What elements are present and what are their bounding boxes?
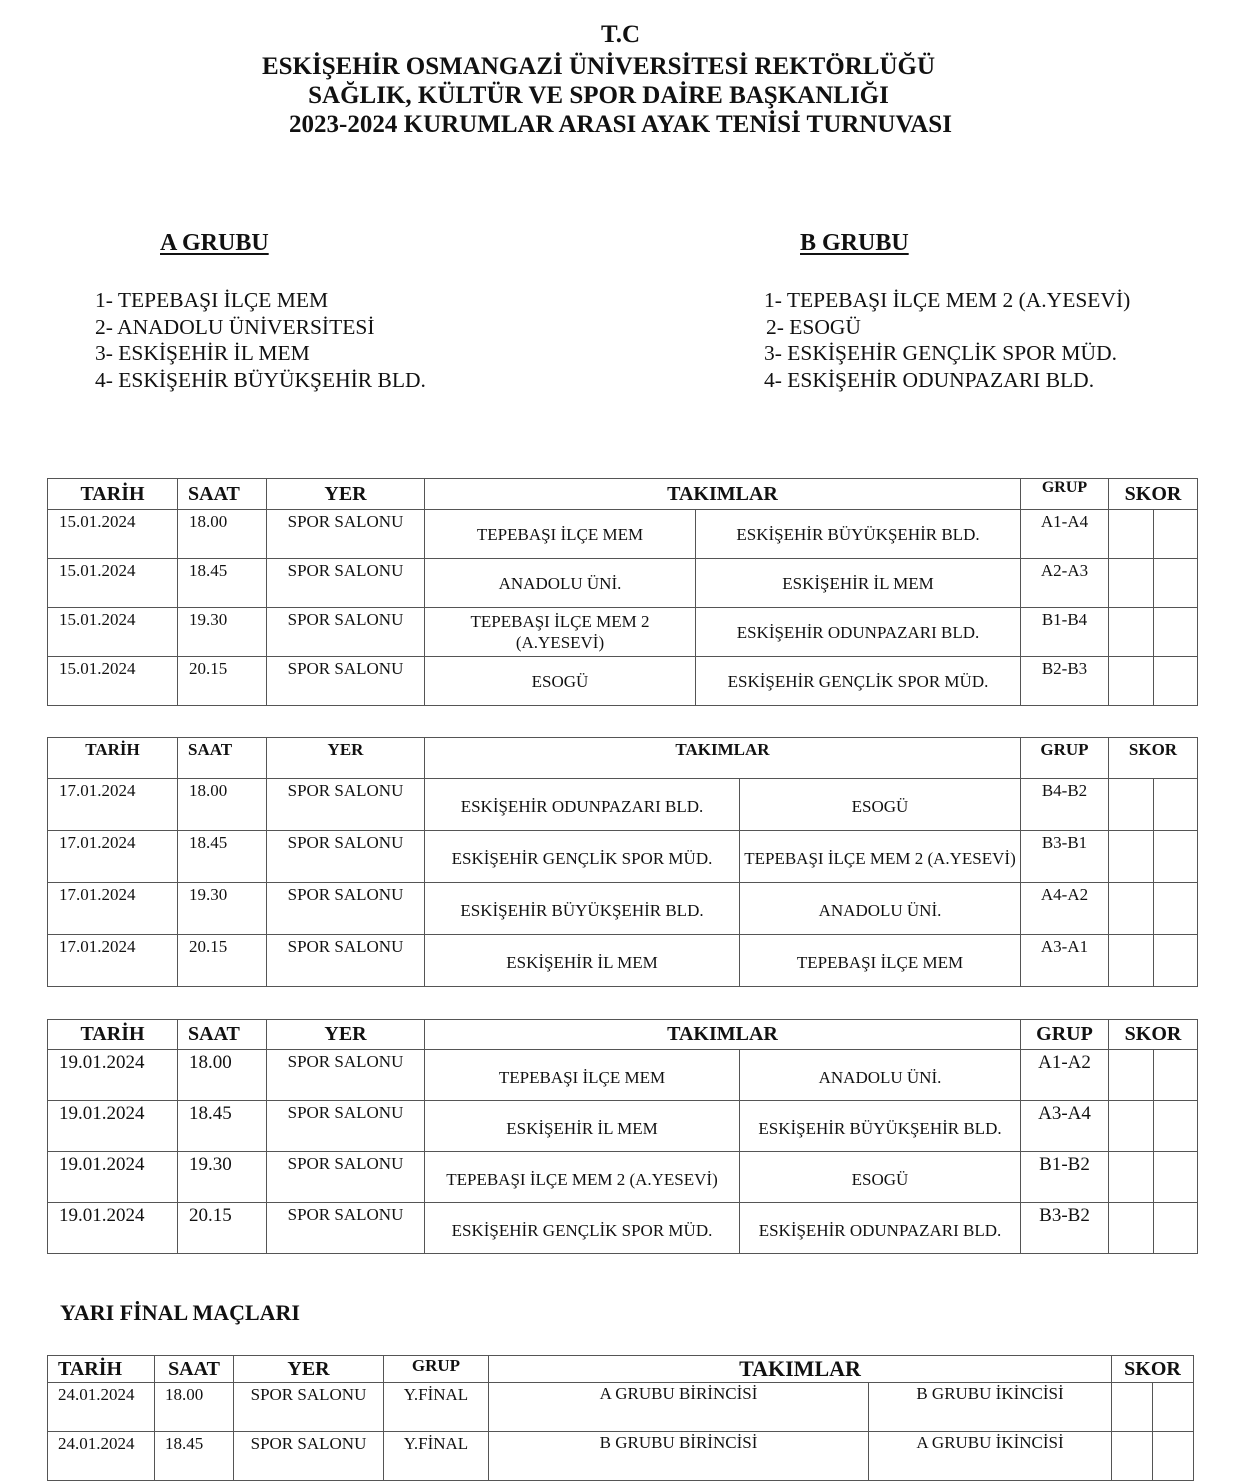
- match-time: 18.45: [178, 1101, 267, 1152]
- match-group: A3-A4: [1021, 1101, 1109, 1152]
- score-home-cell: [1109, 1101, 1154, 1152]
- score-home-cell: [1109, 657, 1154, 706]
- score-away-cell: [1154, 559, 1198, 608]
- header-line-tournament: 2023-2024 KURUMLAR ARASI AYAK TENİSİ TURNUVASI: [289, 111, 952, 138]
- match-date: 19.01.2024: [48, 1203, 178, 1254]
- col-header-venue: YER: [234, 1356, 384, 1383]
- match-time: 20.15: [178, 657, 267, 706]
- match-group: B4-B2: [1021, 779, 1109, 831]
- away-team: ESKİŞEHİR BÜYÜKŞEHİR BLD.: [740, 1101, 1021, 1152]
- col-header-time: SAAT: [155, 1356, 234, 1383]
- match-row: [48, 1152, 1198, 1203]
- match-row: [48, 559, 1198, 608]
- col-header-score: SKOR: [1112, 1356, 1194, 1383]
- match-row: [48, 657, 1198, 706]
- away-team: A GRUBU İKİNCİSİ: [869, 1432, 1112, 1481]
- away-team: ESKİŞEHİR ODUNPAZARI BLD.: [696, 608, 1021, 657]
- match-row: [48, 831, 1198, 883]
- col-header-teams: TAKIMLAR: [425, 1020, 1021, 1050]
- group-a-team-list: [95, 287, 426, 393]
- score-away-cell: [1154, 608, 1198, 657]
- match-venue: SPOR SALONU: [267, 1152, 425, 1203]
- col-header-teams: TAKIMLAR: [425, 479, 1021, 510]
- col-header-venue: YER: [267, 479, 425, 510]
- score-away-cell: [1154, 831, 1198, 883]
- home-team: ANADOLU ÜNİ.: [425, 559, 696, 608]
- col-header-time: SAAT: [178, 479, 267, 510]
- match-date: 17.01.2024: [48, 935, 178, 987]
- schedule-body: [48, 1050, 1198, 1254]
- match-group: Y.FİNAL: [384, 1383, 489, 1432]
- home-team: A GRUBU BİRİNCİSİ: [489, 1383, 869, 1432]
- group-a-team: 1- TEPEBAŞI İLÇE MEM: [95, 288, 329, 312]
- away-team: ESKİŞEHİR GENÇLİK SPOR MÜD.: [696, 657, 1021, 706]
- score-home-cell: [1109, 883, 1154, 935]
- match-group: A1-A4: [1021, 510, 1109, 559]
- home-team: ESOGÜ: [425, 657, 696, 706]
- away-team: ESKİŞEHİR ODUNPAZARI BLD.: [740, 1203, 1021, 1254]
- match-row: [48, 935, 1198, 987]
- match-time: 18.45: [178, 559, 267, 608]
- match-group: Y.FİNAL: [384, 1432, 489, 1481]
- away-team: ESKİŞEHİR İL MEM: [696, 559, 1021, 608]
- match-venue: SPOR SALONU: [267, 559, 425, 608]
- col-header-score: SKOR: [1109, 479, 1198, 510]
- match-row: [48, 510, 1198, 559]
- match-row: [48, 883, 1198, 935]
- col-header-date: TARİH: [48, 479, 178, 510]
- match-date: 15.01.2024: [48, 510, 178, 559]
- match-venue: SPOR SALONU: [267, 883, 425, 935]
- match-row: [48, 1203, 1198, 1254]
- match-time: 19.30: [178, 608, 267, 657]
- match-time: 20.15: [178, 1203, 267, 1254]
- group-a-title: A GRUBU: [160, 230, 269, 256]
- match-venue: SPOR SALONU: [234, 1383, 384, 1432]
- group-b-team: 2- ESOGÜ: [766, 314, 861, 339]
- score-away-cell: [1153, 1383, 1194, 1432]
- match-group: A2-A3: [1021, 559, 1109, 608]
- semifinal-row: [48, 1383, 1194, 1432]
- group-a-team: 3- ESKİŞEHİR İL MEM: [95, 341, 310, 365]
- match-time: 18.00: [178, 779, 267, 831]
- score-away-cell: [1153, 1432, 1194, 1481]
- home-team: TEPEBAŞI İLÇE MEM: [425, 510, 696, 559]
- col-header-score: SKOR: [1109, 738, 1198, 779]
- home-team: TEPEBAŞI İLÇE MEM: [425, 1050, 740, 1101]
- schedule-body: [48, 779, 1198, 987]
- match-time: 19.30: [178, 1152, 267, 1203]
- col-header-teams: TAKIMLAR: [489, 1356, 1112, 1383]
- col-header-date: TARİH: [48, 1020, 178, 1050]
- home-team: TEPEBAŞI İLÇE MEM 2 (A.YESEVİ): [425, 1152, 740, 1203]
- score-away-cell: [1154, 779, 1198, 831]
- match-date: 17.01.2024: [48, 883, 178, 935]
- match-date: 17.01.2024: [48, 831, 178, 883]
- col-header-date: TARİH: [48, 1356, 155, 1383]
- match-group: B1-B2: [1021, 1152, 1109, 1203]
- match-time: 18.00: [178, 510, 267, 559]
- match-time: 18.00: [178, 1050, 267, 1101]
- match-group: B1-B4: [1021, 608, 1109, 657]
- match-row: [48, 779, 1198, 831]
- col-header-group: GRUP: [1021, 1020, 1109, 1050]
- match-group: A3-A1: [1021, 935, 1109, 987]
- schedule-body: [48, 510, 1198, 706]
- match-venue: SPOR SALONU: [267, 831, 425, 883]
- match-date: 15.01.2024: [48, 608, 178, 657]
- semifinals-title: YARI FİNAL MAÇLARI: [60, 1300, 300, 1325]
- match-venue: SPOR SALONU: [267, 779, 425, 831]
- home-team: ESKİŞEHİR İL MEM: [425, 935, 740, 987]
- home-team: ESKİŞEHİR GENÇLİK SPOR MÜD.: [425, 1203, 740, 1254]
- match-date: 19.01.2024: [48, 1101, 178, 1152]
- away-team: ESOGÜ: [740, 779, 1021, 831]
- score-home-cell: [1112, 1383, 1153, 1432]
- match-date: 19.01.2024: [48, 1050, 178, 1101]
- match-group: B2-B3: [1021, 657, 1109, 706]
- score-away-cell: [1154, 510, 1198, 559]
- col-header-time: SAAT: [178, 1020, 267, 1050]
- score-home-cell: [1109, 935, 1154, 987]
- schedule-table-day-3: [47, 1019, 1198, 1254]
- group-b-team-list: [764, 287, 1130, 393]
- match-venue: SPOR SALONU: [267, 510, 425, 559]
- col-header-group: GRUP: [1021, 479, 1109, 510]
- col-header-venue: YER: [267, 1020, 425, 1050]
- match-time: 18.45: [155, 1432, 234, 1481]
- col-header-venue: YER: [267, 738, 425, 779]
- score-home-cell: [1109, 608, 1154, 657]
- away-team: ESOGÜ: [740, 1152, 1021, 1203]
- match-group: B3-B1: [1021, 831, 1109, 883]
- match-group: A1-A2: [1021, 1050, 1109, 1101]
- score-home-cell: [1109, 559, 1154, 608]
- col-header-teams: TAKIMLAR: [425, 738, 1021, 779]
- match-venue: SPOR SALONU: [267, 1101, 425, 1152]
- group-a-team: 2- ANADOLU ÜNİVERSİTESİ: [95, 314, 375, 339]
- away-team: TEPEBAŞI İLÇE MEM 2 (A.YESEVİ): [740, 831, 1021, 883]
- score-away-cell: [1154, 935, 1198, 987]
- match-venue: SPOR SALONU: [267, 1203, 425, 1254]
- score-home-cell: [1109, 1152, 1154, 1203]
- group-b-team: 3- ESKİŞEHİR GENÇLİK SPOR MÜD.: [764, 341, 1117, 365]
- score-home-cell: [1109, 779, 1154, 831]
- score-away-cell: [1154, 1152, 1198, 1203]
- match-time: 20.15: [178, 935, 267, 987]
- match-venue: SPOR SALONU: [234, 1432, 384, 1481]
- col-header-group: GRUP: [1021, 738, 1109, 779]
- match-time: 18.45: [178, 831, 267, 883]
- away-team: ANADOLU ÜNİ.: [740, 883, 1021, 935]
- col-header-score: SKOR: [1109, 1020, 1198, 1050]
- home-team: B GRUBU BİRİNCİSİ: [489, 1432, 869, 1481]
- semifinals-body: [48, 1383, 1194, 1481]
- home-team: TEPEBAŞI İLÇE MEM 2 (A.YESEVİ): [425, 608, 696, 657]
- header-line-tc: T.C: [600, 21, 641, 48]
- score-home-cell: [1112, 1432, 1153, 1481]
- header-line-university: ESKİŞEHİR OSMANGAZİ ÜNİVERSİTESİ REKTÖRLÜĞÜ: [261, 53, 936, 80]
- score-home-cell: [1109, 1203, 1154, 1254]
- score-away-cell: [1154, 657, 1198, 706]
- match-group: A4-A2: [1021, 883, 1109, 935]
- match-row: [48, 1101, 1198, 1152]
- away-team: TEPEBAŞI İLÇE MEM: [740, 935, 1021, 987]
- home-team: ESKİŞEHİR İL MEM: [425, 1101, 740, 1152]
- match-time: 19.30: [178, 883, 267, 935]
- away-team: B GRUBU İKİNCİSİ: [869, 1383, 1112, 1432]
- col-header-time: SAAT: [178, 738, 267, 779]
- group-b-title: B GRUBU: [800, 230, 909, 256]
- group-b-team: 1- TEPEBAŞI İLÇE MEM 2 (A.YESEVİ): [764, 288, 1131, 312]
- col-header-group: GRUP: [384, 1356, 489, 1383]
- score-home-cell: [1109, 831, 1154, 883]
- home-team: ESKİŞEHİR GENÇLİK SPOR MÜD.: [425, 831, 740, 883]
- score-away-cell: [1154, 883, 1198, 935]
- match-venue: SPOR SALONU: [267, 1050, 425, 1101]
- away-team: ANADOLU ÜNİ.: [740, 1050, 1021, 1101]
- match-date: 15.01.2024: [48, 559, 178, 608]
- match-date: 17.01.2024: [48, 779, 178, 831]
- home-team: ESKİŞEHİR BÜYÜKŞEHİR BLD.: [425, 883, 740, 935]
- semifinals-table: [47, 1355, 1194, 1481]
- schedule-table-day-1: [47, 478, 1198, 706]
- score-away-cell: [1154, 1203, 1198, 1254]
- match-date: 24.01.2024: [48, 1432, 155, 1481]
- score-home-cell: [1109, 1050, 1154, 1101]
- header-line-department: SAĞLIK, KÜLTÜR VE SPOR DAİRE BAŞKANLIĞI: [308, 82, 889, 109]
- score-away-cell: [1154, 1101, 1198, 1152]
- score-home-cell: [1109, 510, 1154, 559]
- semifinal-row: [48, 1432, 1194, 1481]
- group-b-team: 4- ESKİŞEHİR ODUNPAZARI BLD.: [764, 367, 1095, 392]
- schedule-table-day-2: [47, 737, 1198, 987]
- match-venue: SPOR SALONU: [267, 657, 425, 706]
- match-venue: SPOR SALONU: [267, 935, 425, 987]
- match-date: 24.01.2024: [48, 1383, 155, 1432]
- match-time: 18.00: [155, 1383, 234, 1432]
- match-date: 15.01.2024: [48, 657, 178, 706]
- col-header-date: TARİH: [48, 738, 178, 779]
- match-venue: SPOR SALONU: [267, 608, 425, 657]
- away-team: ESKİŞEHİR BÜYÜKŞEHİR BLD.: [696, 510, 1021, 559]
- match-row: [48, 1050, 1198, 1101]
- group-a-team: 4- ESKİŞEHİR BÜYÜKŞEHİR BLD.: [95, 367, 426, 392]
- match-row: [48, 608, 1198, 657]
- score-away-cell: [1154, 1050, 1198, 1101]
- match-group: B3-B2: [1021, 1203, 1109, 1254]
- home-team: ESKİŞEHİR ODUNPAZARI BLD.: [425, 779, 740, 831]
- match-date: 19.01.2024: [48, 1152, 178, 1203]
